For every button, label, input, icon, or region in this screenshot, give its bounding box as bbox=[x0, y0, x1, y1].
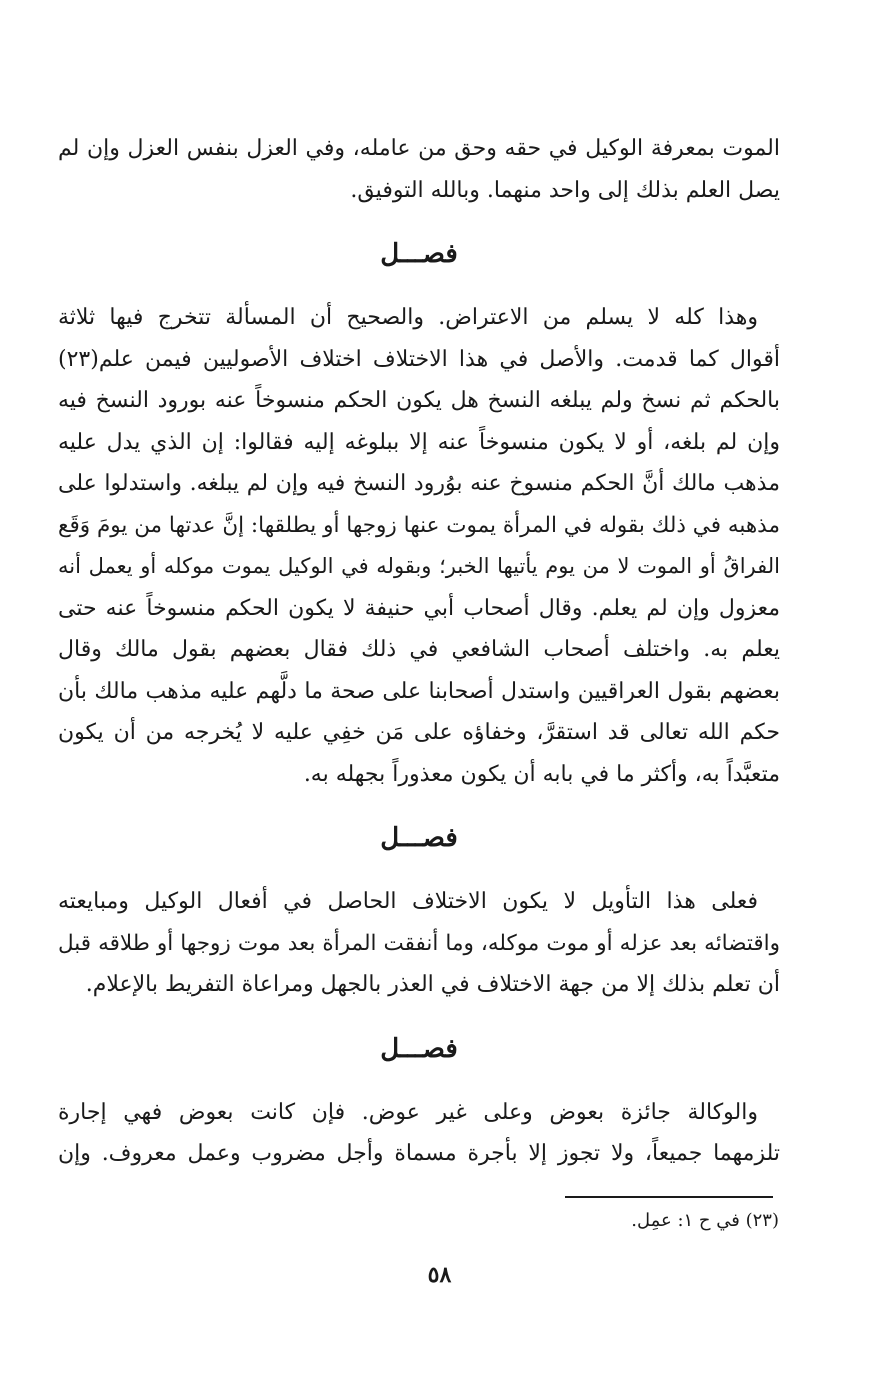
text-line: وإن لم بلغه، أو لا يكون منسوخاً عنه إلا ببلوغه إليه فقالوا: إن الذي يدل عليه bbox=[58, 429, 780, 455]
text-line: متعبَّداً به، وأكثر ما في بابه أن يكون معذوراً بجهله به. bbox=[303, 761, 780, 787]
footnote: (٢٣) في ح ١: عمِل. bbox=[631, 1210, 779, 1231]
paragraph-4 bbox=[58, 1092, 780, 1175]
text-line: والوكالة جائزة بعوض وعلى غير عوض. فإن كانت بعوض فهي إجارة bbox=[58, 1099, 758, 1125]
text-line: الفراقُ أو الموت لا من يوم يأتيها الخبر؛ وبقوله في الوكيل يموت موكله أو يعمل أنه bbox=[58, 554, 780, 578]
text-line: أن تعلم بذلك إلا من جهة الاختلاف في العذر بالجهل ومراعاة التفريط بالإعلام. bbox=[85, 972, 780, 997]
section-heading: فصـــل bbox=[380, 823, 458, 853]
text-line: أقوال كما قدمت. والأصل في هذا الاختلاف اختلاف الأصوليين فيمن علم(٢٣) bbox=[58, 346, 780, 372]
text-line: معزول وإن لم يعلم. وقال أصحاب أبي حنيفة لا يكون الحكم منسوخاً عنه حتى bbox=[58, 595, 780, 621]
section-heading: فصـــل bbox=[380, 1033, 458, 1064]
text-line: فعلى هذا التأويل لا يكون الاختلاف الحاصل في أفعال الوكيل ومبايعته bbox=[58, 889, 758, 914]
text-line: مذهب مالك أنَّ الحكم منسوخ عنه بوُرود النسخ فيه وإن لم يبلغه. واستدلوا على bbox=[58, 471, 780, 496]
text-line: بعضهم بقول العراقيين واستدل أصحابنا على صحة ما دلَّهم عليه مذهب مالك بأن bbox=[58, 678, 780, 704]
text-line: الموت بمعرفة الوكيل في حقه وحق من عامله، وفي العزل بنفس العزل وإن لم bbox=[58, 136, 780, 161]
text-line: بالحكم ثم نسخ ولم يبلغه النسخ هل يكون الحكم منسوخاً عنه بورود النسخ فيه bbox=[58, 388, 780, 413]
paragraph-2 bbox=[58, 297, 780, 795]
text-line: واقتضائه بعد عزله أو موت موكله، وما أنفقت المرأة بعد موت زوجها أو طلاقه قبل bbox=[58, 930, 780, 956]
text-line: مذهبه في ذلك بقوله في المرأة يموت عنها زوجها أو يطلقها: إنَّ عدتها من يومَ وَقَع bbox=[58, 512, 780, 538]
footnote-divider bbox=[565, 1196, 773, 1198]
text-line: يعلم به. واختلف أصحاب الشافعي في ذلك فقال بعضهم بقول مالك وقال bbox=[58, 637, 780, 662]
text-line: وهذا كله لا يسلم من الاعتراض. والصحيح أن المسألة تتخرج فيها ثلاثة bbox=[58, 305, 758, 330]
text-line: يصل العلم بذلك إلى واحد منهما. وبالله التوفيق. bbox=[350, 177, 780, 203]
paragraph-1 bbox=[58, 128, 780, 211]
text-line: تلزمهما جميعاً، ولا تجوز إلا بأجرة مسماة وأجل مضروب وعمل معروف. وإن bbox=[58, 1141, 780, 1166]
paragraph-3 bbox=[58, 881, 780, 1006]
page-number: ٥٨ bbox=[427, 1262, 452, 1288]
text-line: حكم الله تعالى قد استقرَّ، وخفاؤه على مَن خفِي عليه لا يُخرجه من أن يكون bbox=[58, 720, 780, 745]
page-body bbox=[58, 128, 780, 1175]
section-heading: فصـــل bbox=[380, 239, 458, 269]
